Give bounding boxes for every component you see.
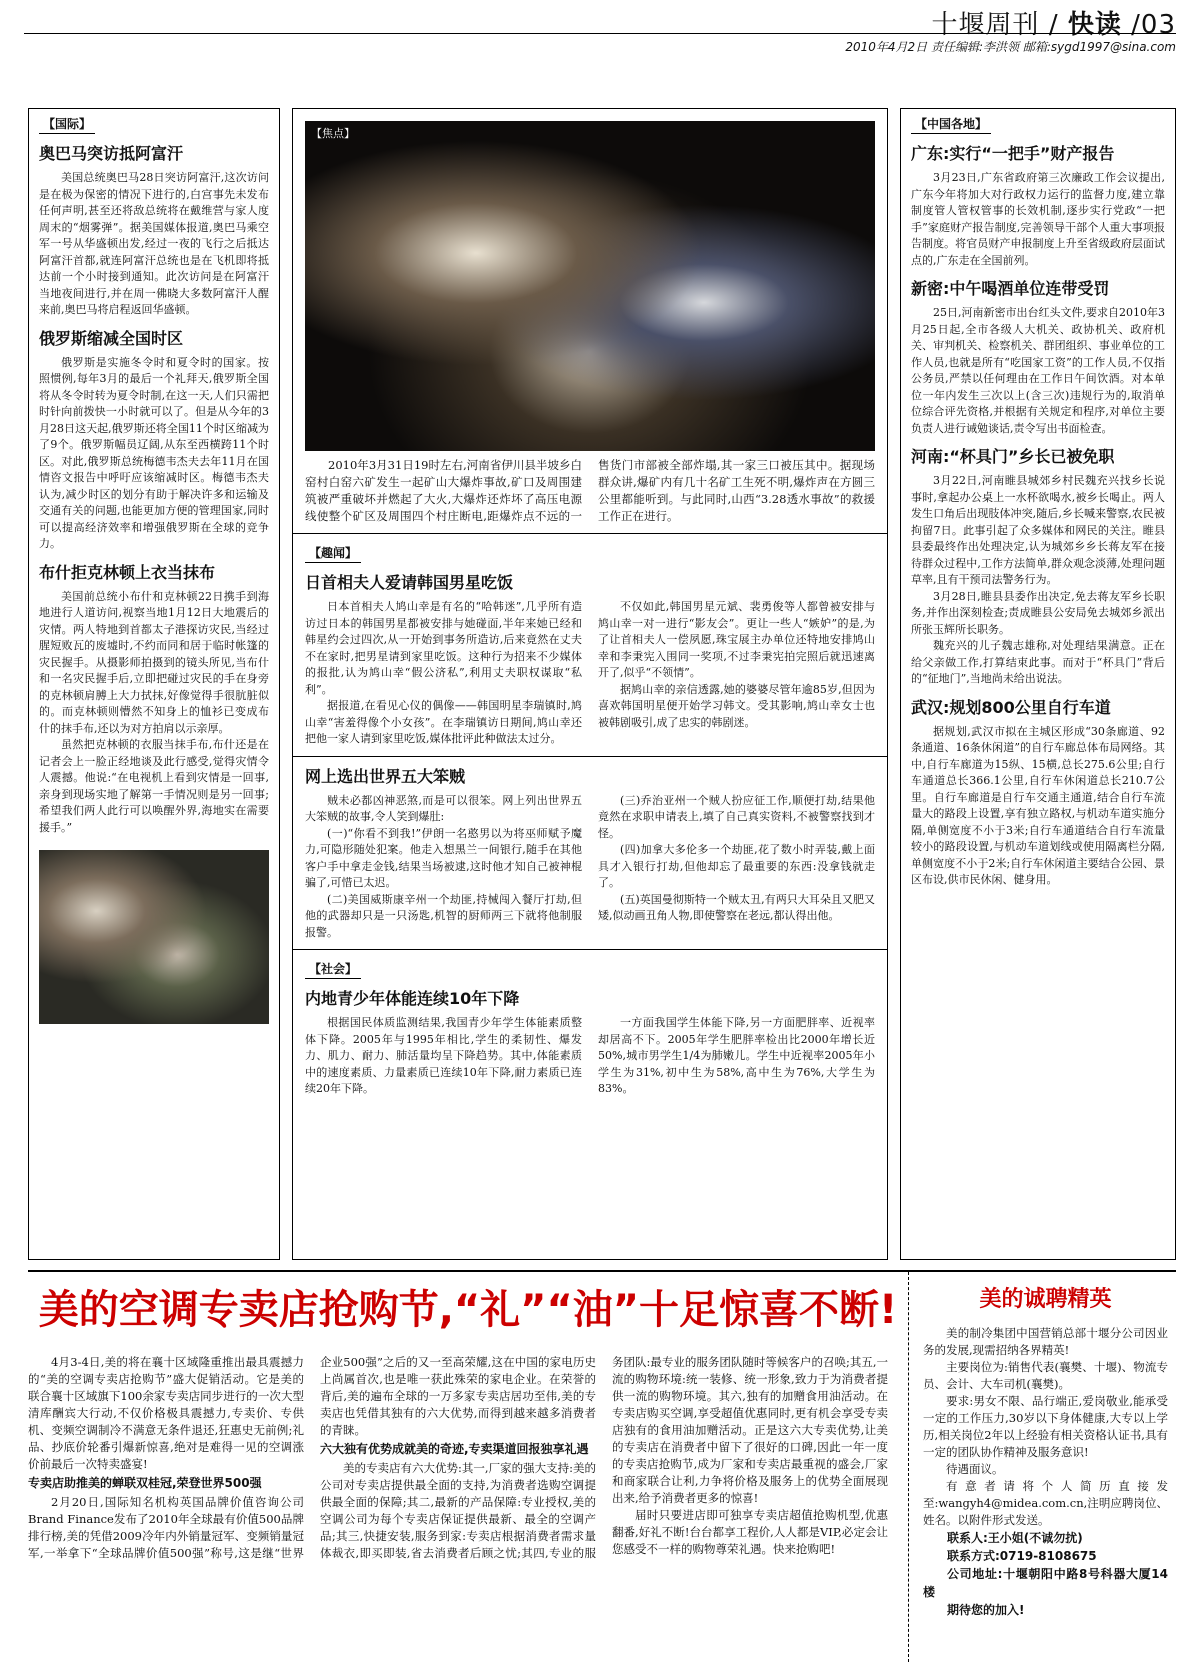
article-title: 网上选出世界五大笨贼: [305, 766, 466, 786]
right-column: [900, 108, 1176, 1260]
page-number: 03: [1140, 10, 1176, 40]
article-body: (一)“你看不到我!”伊朗一名憨男以为将巫师赋予魔力,可隐形随处犯案。他走入想黑兰一间银行,随手在其他客户手中拿走金钱,结果当场被逮,这时他才知自己被神棍骗了,可惜已太迟。: [305, 826, 582, 889]
article-body: 3月23日,广东省政府第三次廉政工作会议提出,广东今年将加大对行政权力运行的监督力度,建立靠制度管人管权管事的长效机制,逐步实行党政“一把手”家庭财产报告制度,完善领导干部个人重大事项报告制度。将官员财产申报制度上升至省级政府层面试点的,广东走在全国前列。: [911, 171, 1165, 267]
divider: [293, 756, 887, 757]
recruit-email-paragraph[interactable]: 有意者请将个人简历直接发至:wangyh4@midea.com.cn,注明应聘岗位、姓名。以附件形式发送。: [923, 1479, 1168, 1527]
article-body: (二)美国威斯康辛州一个劫匪,持械闯入餐厅打劫,但他的武器却只是一只汤匙,机智的厨师两三下就将他制服报警。: [305, 892, 582, 939]
recruitment-box: [908, 1272, 1176, 1662]
contact-person: 联系人:王小姐(不诚勿扰): [947, 1531, 1083, 1545]
article-title: 广东:实行“一把手”财产报告: [911, 144, 1115, 163]
article-body: 25日,河南新密市出台红头文件,要求自2010年3月25日起,全市各级人大机关、政协机关、政府机关、审判机关、检察机关、群团组织、事业单位的工作人员,也就是所有“吃国家工资”的工作人员,不仅指公务员,严禁以任何理由在工作日午间饮酒。对本单位一年内发生三次以上(含三次)违规行为的,取消单位综合评先资格,并根据有关规定和程序,对单位主要负责人进行诫勉谈话,责令写出书面检查。: [911, 306, 1165, 435]
ad-subheading: 六大独有优势成就美的奇迹,专卖渠道回报独享礼遇: [320, 1442, 589, 1456]
article-title: 布什拒克林顿上衣当抹布: [39, 562, 216, 582]
divider: [293, 949, 887, 950]
masthead-title: 十堰周刊 / 快读 /03: [931, 10, 1176, 40]
ad-paragraph: 美的专卖店有六大优势:其一,厂家的强大支持:美的公司对专卖店提供最全面的支持,为消费者选购空调提供最全面的保障;其二,最新的产品保障:专业授权,美的空调公司为每个专卖店保证提供最新、最全的空调产品;其三,快捷安装,服务到家:专卖店根据消费者需求量体裁衣,即买即装,省去消费者后顾之忧;其四,专业的服务团队:最专业的服务团队随时等候客户的召唤;其五,一流的购物环境:统一装修、统一形象,致力于为消费者提供一流的购物环境。其六,独有的加赠食用油活动。在专卖店购买空调,享受超值优惠同时,更有机会享受专卖店独有的食用油加赠活动。正是这六大专卖优势,让美的专卖店在消费者中留下了很好的口碑,因此一年一度的专卖店抢购节,成为厂家和专卖店最重视的盛会,厂家和商家联合让利,力争将价格及服务上的优势全面展现出来,给予消费者更多的惊喜!: [320, 1355, 888, 1560]
left-column: [28, 108, 280, 1260]
article-body: 俄罗斯是实施冬令时和夏令时的国家。按照惯例,每年3月的最后一个礼拜天,俄罗斯全国将从冬令时转为夏令时制,在这一天,人们只需把时针向前拨快一小时就可以了。但是从今年的3月28日这天起,俄罗斯还将全国11个时区缩减为了9个。俄罗斯幅员辽阔,从东至西横跨11个时区。对此,俄罗斯总统梅德韦杰夫去年11月在国情咨文报告中呼吁应该缩减时区。梅德韦杰夫认为,减少时区的划分有助于解决许多和运输及交通有关的问题,也能更加方便的管理国家,同时可以提高经济效率和增强俄罗斯在全球的竞争力。: [39, 355, 269, 550]
photo-caption: 2010年3月31日19时左右,河南省伊川县半坡乡白窑村白窑六矿发生一起矿山大爆炸事故,矿口及周围建筑被严重破坏并燃起了大火,大爆炸还炸坏了高压电源线使整个矿区及周围四个村庄断电,距爆炸点不远的一售货门市部被全部炸塌,其一家三口被压其中。据现场群众讲,爆矿内有几十名矿工生死不明,爆炸声在方圆三公里都能听到。与此同时,山西“3.28透水事故”的救援工作正在进行。: [305, 458, 875, 523]
bush-clinton-photo: [39, 850, 269, 1024]
article-body: 3月28日,睢县县委作出决定,免去蒋友军乡长职务,并作出深刻检查;责成睢县公安局免去城郊乡派出所张玉辉所长职务。: [911, 589, 1165, 636]
section-tag-international: 【国际】: [39, 114, 95, 134]
article-body: 魏充兴的儿子魏志雄称,对处理结果满意。正在给父亲做工作,打算结束此事。而对于“杯具门”背后的“征地门”,当地尚未给出说法。: [911, 639, 1165, 685]
article-columns: [305, 793, 875, 942]
article-body: 美国前总统小布什和克林顿22日携手到海地进行人道访问,视察当地1月12日大地震后的灾情。两人特地到首都太子港探访灾民,当经过腥短败瓦的废墟时,不约而同和居于临时帐篷的灾民握手。从摄影师拍摄到的镜头所见,当布什和一名灾民握手后,立即把碰过灾民的手在身旁的克林顿肩膊上大力拭抹,好像觉得手很肮脏似的。而克林顿则懵然不知身上的恤衫已变成布什的抹手布,还以为对方拍肩以示亲厚。: [39, 589, 269, 735]
article-body: (五)英国曼彻斯特一个贼太丑,有两只大耳朵且又肥又矮,似动画丑角人物,即使警察在老远,都认得出他。: [598, 892, 875, 922]
middle-column: [292, 108, 888, 1260]
article-columns: [305, 599, 875, 748]
article-body: 一方面我国学生体能下降,另一方面肥胖率、近视率却居高不下。2005年学生肥胖率检出比2000年增长近50%,城市男学生1/4为肺嫩儿。学生中近视率2005年小学生为31%,初中生为58%,高中生为76%,大学生为83%。: [598, 1016, 875, 1095]
ad-paragraph: 届时只要进店即可独享专卖店超值抢购机型,优惠翻番,好礼不断!台台都享工程价,人人都是VIP,必定会让您感受不一样的购物尊荣礼遇。快来抢购吧!: [612, 1508, 888, 1556]
section-tag-society: 【社会】: [305, 959, 361, 979]
contact-phone: 联系方式:0719-8108675: [947, 1549, 1097, 1563]
article-title: 奥巴马突访抵阿富汗: [39, 144, 184, 163]
ad-headline: 美的空调专卖店抢购节,“礼”“油”十足惊喜不断!: [38, 1287, 898, 1333]
mine-explosion-photo: [305, 121, 875, 451]
article-title: 武汉:规划800公里自行车道: [911, 697, 1111, 717]
article-body: 日本首相夫人鸠山幸是有名的“哈韩迷”,几乎所有造访过日本的韩国男星都被安排与她碰面,半年来她已经和韩星约会过四次,从一开始到事务所造访,后来竟然在丈夫不在家时,把男星请到家里吃饭。这种行为招来不少媒体的报批,认为鸠山幸“假公济私”,利用丈夫职权谋取“私利”。: [305, 600, 582, 696]
article-title: 俄罗斯缩减全国时区: [39, 328, 184, 348]
article-body: 据报道,在看见心仪的偶像——韩国明星李瑞镇时,鸠山幸“害羞得像个小女孩”。在李瑞镇访日期间,鸠山幸还把他一家人请到家里吃饭,媒体批评此种做法太过分。: [305, 699, 582, 745]
masthead: [0, 0, 1200, 60]
ad-body: [28, 1354, 888, 1654]
advertisement: [28, 1270, 1176, 1662]
recruit-paragraph: 美的制冷集团中国营销总部十堰分公司因业务的发展,现需招纳各界精英!: [923, 1326, 1168, 1357]
recruit-title: 美的诚聘精英: [979, 1287, 1112, 1312]
section-tag-focus: 【焦点】: [311, 127, 355, 140]
article-body: 虽然把克林顿的衣服当抹手布,布什还是在记者会上一脸正经地谈及此行感受,觉得灾情令人震撼。他说:“在电视机上看到灾情是一回事,亲身到现场实地了解第一手情况则是另一回事;希望我们两人此行可以唤醒外界,海地实在需要援手。”: [39, 738, 269, 834]
company-address: 公司地址:十堰朝阳中路8号科器大厦14楼: [923, 1567, 1168, 1599]
brand-name: 十堰周刊: [931, 10, 1040, 40]
recruit-paragraph: 要求:男女不限、品行端正,爱岗敬业,能承受一定的工作压力,30岁以下身体健康,大专以上学历,相关岗位2年以上经验有相关资格认证书,具有一定的团队协作精神及服务意识!: [923, 1394, 1168, 1459]
masthead-rule: [24, 33, 1176, 34]
article-title: 河南:“杯具门”乡长已被免职: [911, 447, 1115, 466]
section-tag-anecdote: 【趣闻】: [305, 543, 361, 563]
divider: [293, 533, 887, 534]
article-body: 根据国民体质监测结果,我国青少年学生体能素质整体下降。2005年与1995年相比,学生的柔韧性、爆发力、肌力、耐力、肺活量均呈下降趋势。其中,体能素质中的速度素质、力量素质已连续10年下降,耐力素质已连续20年下降。: [305, 1016, 582, 1095]
article-columns: [305, 1015, 875, 1098]
section-name: 快读: [1067, 10, 1122, 40]
ad-paragraph: 2月20日,国际知名机构英国品牌价值咨询公司Brand Finance发布了2010年全球最有价值500品牌排行榜,美的凭借2009冷年内外销量冠军、变频销量冠军,一举拿下“全球品牌价值500强”称号,这是继“世界企业500强”之后的又一至高荣耀,这在中国的家电历史上尚属首次,也是唯一获此殊荣的家电企业。在荣誉的背后,美的遍布全球的一万多家专卖店居功至伟,美的专卖店也凭借其独有的六大优势,而得到越来越多消费者的青睐。: [28, 1355, 596, 1560]
ad-subheading: 专卖店助推美的蝉联双桂冠,荣登世界500强: [28, 1476, 262, 1490]
recruit-paragraph: 待遇面议。: [946, 1462, 1004, 1476]
article-title: 内地青少年体能连续10年下降: [305, 989, 520, 1008]
article-body: 据鸠山幸的亲信透露,她的婆婆尽管年逾85岁,但因为喜欢韩国明星便开始学习韩文。受其影响,鸠山幸女士也被韩剧吸引,成了忠实的韩剧迷。: [598, 682, 875, 729]
article-body: 不仅如此,韩国男星元斌、裴勇俊等人都曾被安排与鸠山幸一对一进行“影友会”。更让一些人“嫉妒”的是,为了让首相夫人一偿夙愿,珠宝展主办单位还特地安排鸠山幸和李秉宪入围同一奖项,不过李秉宪拍完照后就迅速离开了,似乎“不领情”。: [598, 600, 875, 679]
article-body: (三)乔治亚州一个贼人扮应征工作,顺便打劫,结果他竟然在求职申请表上,填了自己真实资料,不被警察找到才怪。: [598, 793, 875, 840]
article-body: 据规划,武汉市拟在主城区形成“30条廊道、92条通道、16条休闲道”的自行车廊总体布局网络。其中,自行车廊道为15纵、15横,总长275.6公里;自行车通道总长366.1公里,自行车休闲道总长210.7公里。自行车廊道是自行车交通主通道,结合自行车流量大的路段上设置,享有独立路权,与机动车道实施分隔,单侧宽度不小于3米;自行车通道结合自行车流量较小的路段设置,与机动车道划线或使用隔离栏分隔,单侧宽度不小于2米;自行车休闲道主要结合公园、景区布设,供市民休闲、健身用。: [911, 724, 1165, 886]
article-body: 3月22日,河南睢县城郊乡村民魏充兴找乡长说事时,拿起办公桌上一水杯欲喝水,被乡长喝止。两人发生口角后出现肢体冲突,随后,乡长喊来警察,农民被拘留7日。此事引起了众多媒体和网民的关注。睢县县委最终作出处理决定,认为城郊乡乡长蒋友军在接待群众过程中,工作方法简单,群众观念淡薄,处理问题草率,且有干预司法警务行为。: [911, 474, 1165, 586]
article-body: 美国总统奥巴马28日突访阿富汗,这次访问是在极为保密的情况下进行的,白宫事先未发布任何声明,甚至还将敌总统将在戴维营与家人度周末的“烟雾弹”。据美国媒体报道,奥巴马乘空军一号从华盛顿出发,经过一夜的飞行之后抵达阿富汗首都,就连阿富汗总统也是在飞机即将抵达前一个小时接到通知。此次访问是在阿富汗当地夜间进行,并在周一佛晓大多数阿富汗人醒来前,奥巴马将启程返回华盛顿。: [39, 171, 269, 316]
article-body: 贼未必都凶神恶煞,而是可以很笨。网上列出世界五大笨贼的故事,令人笑到爆肚:: [305, 793, 582, 823]
closing-line: 期待您的加入!: [947, 1603, 1025, 1617]
article-title: 新密:中午喝酒单位连带受罚: [911, 279, 1110, 298]
recruit-paragraph: 主要岗位为:销售代表(襄樊、十堰)、物流专员、会计、大车司机(襄樊)。: [923, 1360, 1168, 1391]
article-title: 日首相夫人爱请韩国男星吃饭: [305, 573, 514, 592]
masthead-info: 2010年4月2日 责任编辑:李洪领 邮箱:sygd1997@sina.com: [845, 40, 1176, 54]
section-tag-china: 【中国各地】: [911, 114, 991, 134]
ad-paragraph: 4月3-4日,美的将在襄十区域隆重推出最具震撼力的“美的空调专卖店抢购节”盛大促销活动。它是美的联合襄十区域旗下100余家专卖店同步进行的一次大型清库酬宾大行动,不仅价格极具震撼力,专卖价、专供机、变频空调制冷不满意无条件退还,狂惠史无前例;礼品、抄底价轮番引爆新惊喜,绝对是难得一见的空调涨价前最后一次特卖盛宴!: [28, 1355, 304, 1471]
article-body: (四)加拿大多伦多一个劫匪,花了数小时弄装,戴上面具才入银行打劫,但他却忘了最重要的东西:没拿钱就走了。: [598, 843, 875, 889]
